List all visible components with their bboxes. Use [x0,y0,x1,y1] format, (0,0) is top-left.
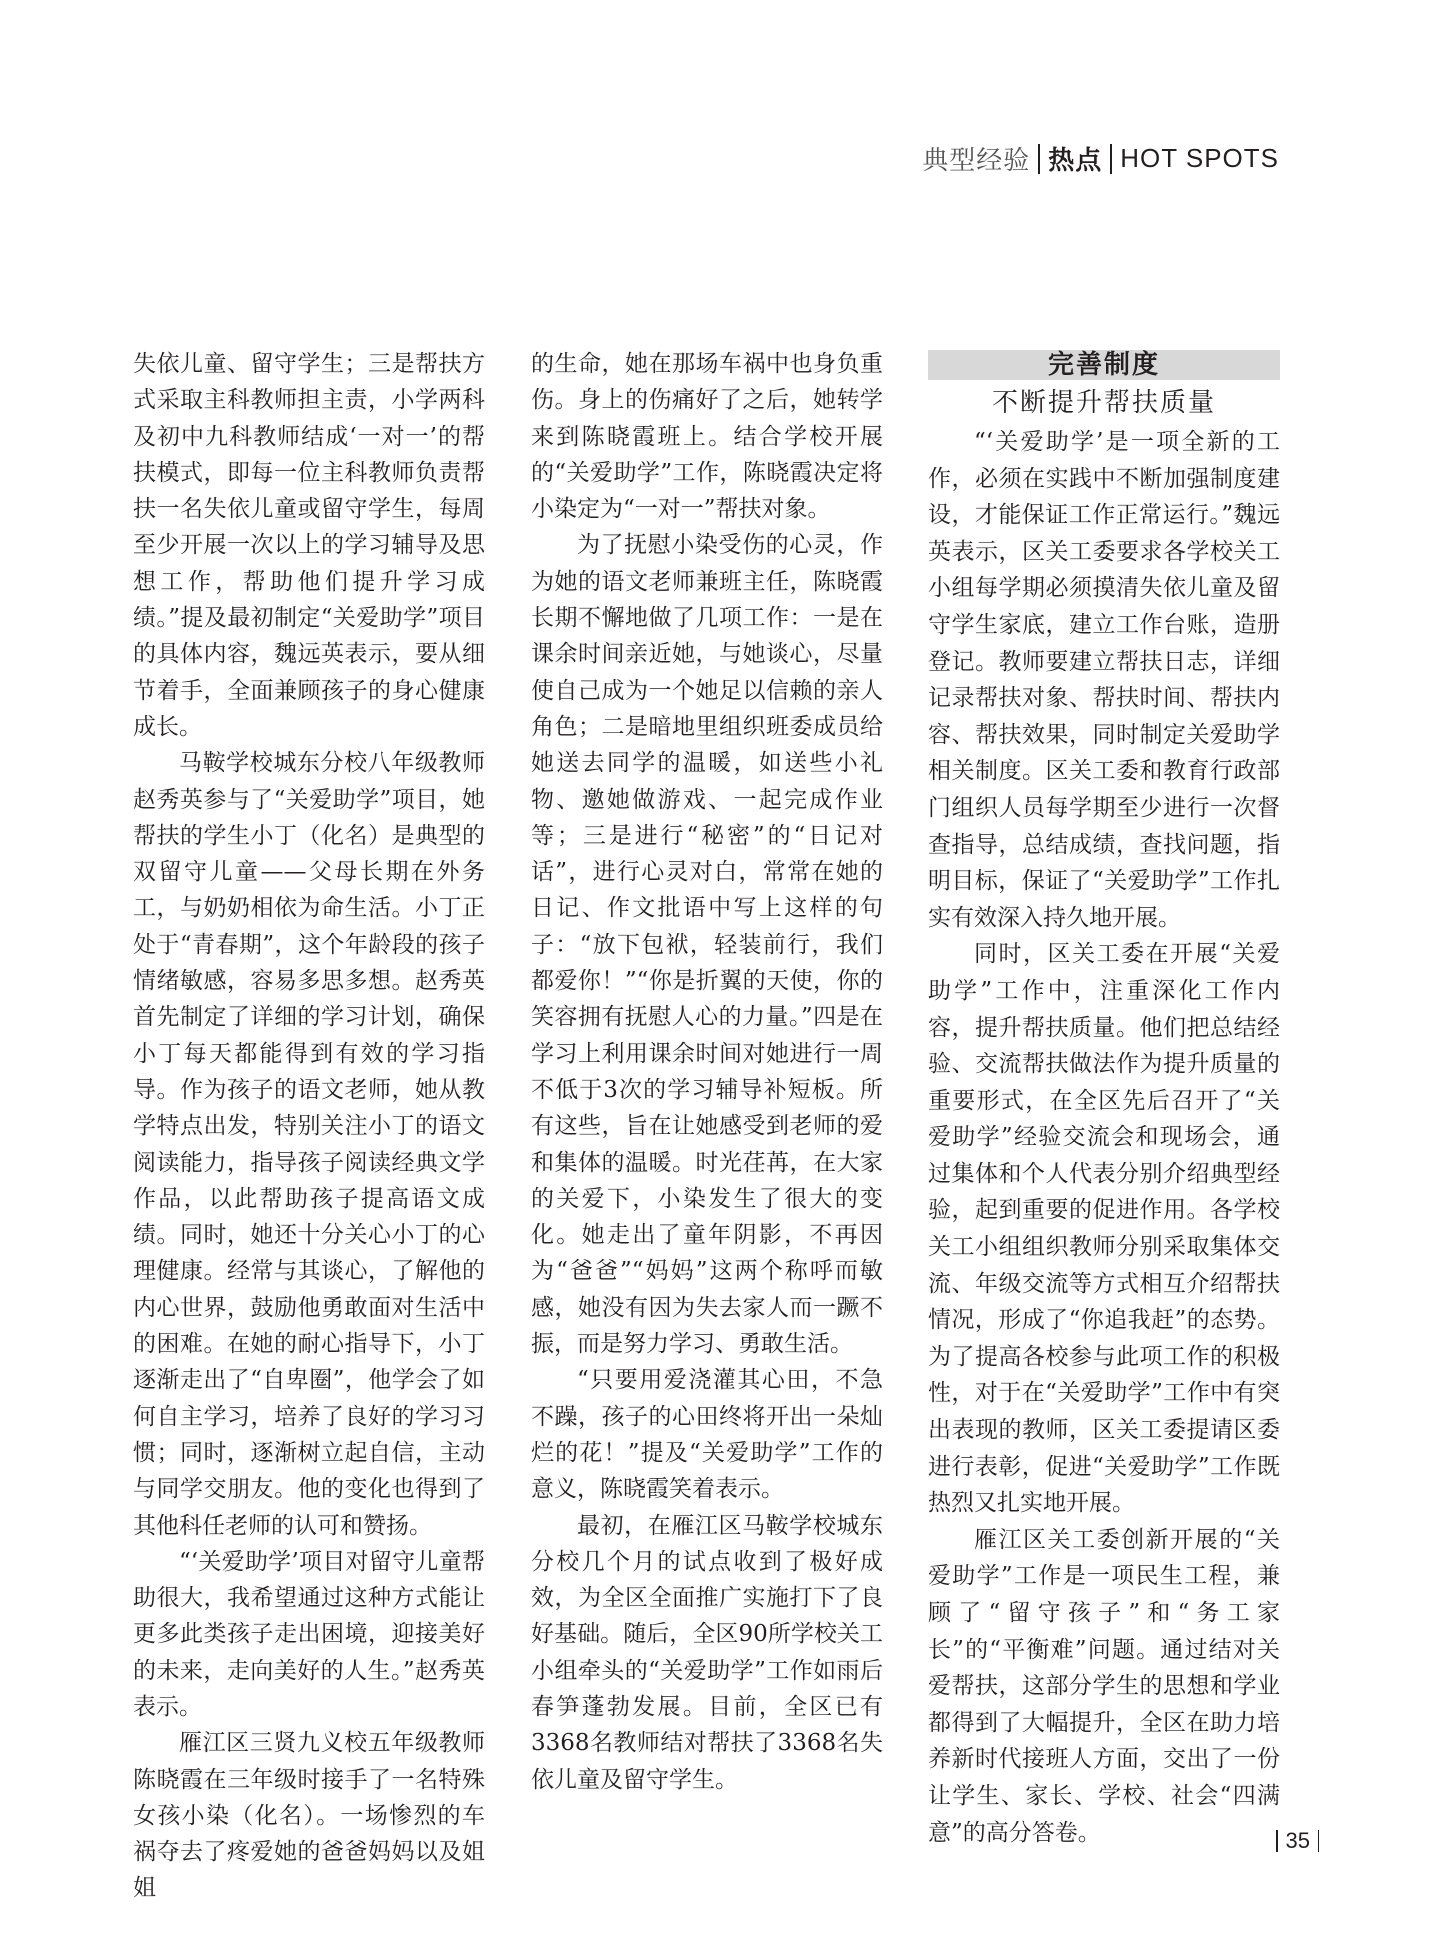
paragraph: 同时，区关工委在开展“关爱助学”工作中，注重深化工作内容，提升帮扶质量。他们把总结经验、交流帮扶做法作为提升质量的重要形式，在全区先后召开了“关爱助学”经验交流会和现场会，通过集体和个人代表分别介绍典型经验，起到重要的促进作用。各学校关工小组组织教师分别采取集体交流、年级交流等方式相互介绍帮扶情况，形成了“你追我赶”的态势。为了提高各校参与此项工作的积极性，对于在“关爱助学”工作中有突出表现的教师，区关工委提请区委进行表彰，促进“关爱助学”工作既热烈又扎实地开展。 [928,941,1280,1517]
paragraph: “‘关爱助学’项目对留守儿童帮助很大，我希望通过这种方式能让更多此类孩子走出困境，迎接美好的未来，走向美好的人生。”赵秀英表示。 [133,1548,485,1720]
header-category: 典型经验 [922,146,1031,176]
paragraph: 雁江区三贤九义校五年级教师陈晓霞在三年级时接手了一名特殊女孩小染（化名）。一场惨烈的车祸夺去了疼爱她的爸爸妈妈以及姐姐 [133,1730,485,1902]
page-number-value: 35 [1285,1828,1310,1853]
section-title: 完善制度 [928,350,1280,380]
paragraph: 雁江区关工委创新开展的“关爱助学”工作是一项民生工程，兼顾了“留守孩子”和“务工家长”的“平衡难”问题。通过结对关爱帮扶，这部分学生的思想和学业都得到了大幅提升，全区在助力培养新时代接班人方面，交出了一份让学生、家长、学校、社会“四满意”的高分答卷。 [928,1526,1280,1846]
header-divider [1038,144,1040,174]
paragraph: 为了抚慰小染受伤的心灵，作为她的语文老师兼班主任，陈晓霞长期不懈地做了几项工作：一是在课余时间亲近她，与她谈心，尽量使自己成为一个她足以信赖的亲人角色；二是暗地里组织班委成员给她送去同学的温暖，如送些小礼物、邀她做游戏、一起完成作业等；三是进行“秘密”的“日记对话”，进行心灵对白，常常在她的日记、作文批语中写上这样的句子：“放下包袱，轻装前行，我们都爱你！”“你是折翼的天使，你的笑容拥有抚慰人心的力量。”四是在学习上利用课余时间对她进行一周不低于3次的学习辅导补短板。所有这些，旨在让她感受到老师的爱和集体的温暖。时光荏苒，在大家的关爱下，小染发生了很大的变化。她走出了童年阴影，不再因为“爸爸”“妈妈”这两个称呼而敏感，她没有因为失去家人而一蹶不振，而是努力学习、勇敢生活。 [531,532,883,1358]
header-section-en: HOT SPOTS [1120,143,1279,173]
paragraph: “‘关爱助学’是一项全新的工作，必须在实践中不断加强制度建设，才能保证工作正常运行。”魏远英表示，区关工委要求各学校关工小组每学期必须摸清失依儿童及留守学生家底，建立工作台账，造册登记。教师要建立帮扶日志，详细记录帮扶对象、帮扶时间、帮扶内容、帮扶效果，同时制定关爱助学相关制度。区关工委和教育行政部门组织人员每学期至少进行一次督查指导，总结成绩，查找问题，指明目标，保证了“关爱助学”工作扎实有效深入持久地开展。 [928,429,1280,931]
paragraph: 马鞍学校城东分校八年级教师赵秀英参与了“关爱助学”项目，她帮扶的学生小丁（化名）是典型的双留守儿童——父母长期在外务工，与奶奶相依为命生活。小丁正处于“青春期”，这个年龄段的孩子情绪敏感，容易多思多想。赵秀英首先制定了详细的学习计划，确保小丁每天都能得到有效的学习指导。作为孩子的语文老师，她从教学特点出发，特别关注小丁的语文阅读能力，指导孩子阅读经典文学作品，以此帮助孩子提高语文成绩。同时，她还十分关心小丁的心理健康。经常与其谈心，了解他的内心世界，鼓励他勇敢面对生活中的困难。在她的耐心指导下，小丁逐渐走出了“自卑圈”，他学会了如何自主学习，培养了良好的学习习惯；同时，逐渐树立起自信，主动与同学交朋友。他的变化也得到了其他科任老师的认可和赞扬。 [133,750,485,1539]
section-subtitle: 不断提升帮扶质量 [991,388,1216,418]
paragraph: 最初，在雁江区马鞍学校城东分校几个月的试点收到了极好成效，为全区全面推广实施打下了良好基础。随后，全区90所学校关工小组牵头的“关爱助学”工作如雨后春笋蓬勃发展。目前，全区已有3368名教师结对帮扶了3368名失依儿童及留守学生。 [531,1512,883,1793]
text-column-3 [928,350,1280,1851]
page-number-divider [1318,1830,1320,1852]
page-number [1268,1828,1327,1854]
page-number-divider [1276,1830,1278,1852]
header-divider [1110,144,1112,174]
header-section: 热点 [1048,146,1103,176]
paragraph: 的生命，她在那场车祸中也身负重伤。身上的伤痛好了之后，她转学来到陈晓霞班上。结合学校开展的“关爱助学”工作，陈晓霞决定将小染定为“一对一”帮扶对象。 [531,351,883,523]
paragraph: “只要用爱浇灌其心田，不急不躁，孩子的心田终将开出一朵灿烂的花！”提及“关爱助学”工作的意义，陈晓霞笑着表示。 [531,1367,883,1503]
page-header [922,140,1279,177]
text-column-2 [531,346,883,1798]
paragraph: 失依儿童、留守学生；三是帮扶方式采取主科教师担主责，小学两科及初中九科教师结成‘一对一’的帮扶模式，即每一位主科教师负责帮扶一名失依儿童或留守学生，每周至少开展一次以上的学习辅导及思想工作，帮助他们提升学习成绩。”提及最初制定“关爱助学”项目的具体内容，魏远英表示，要从细节着手，全面兼顾孩子的身心健康成长。 [133,351,485,740]
text-column-1 [133,346,485,1907]
